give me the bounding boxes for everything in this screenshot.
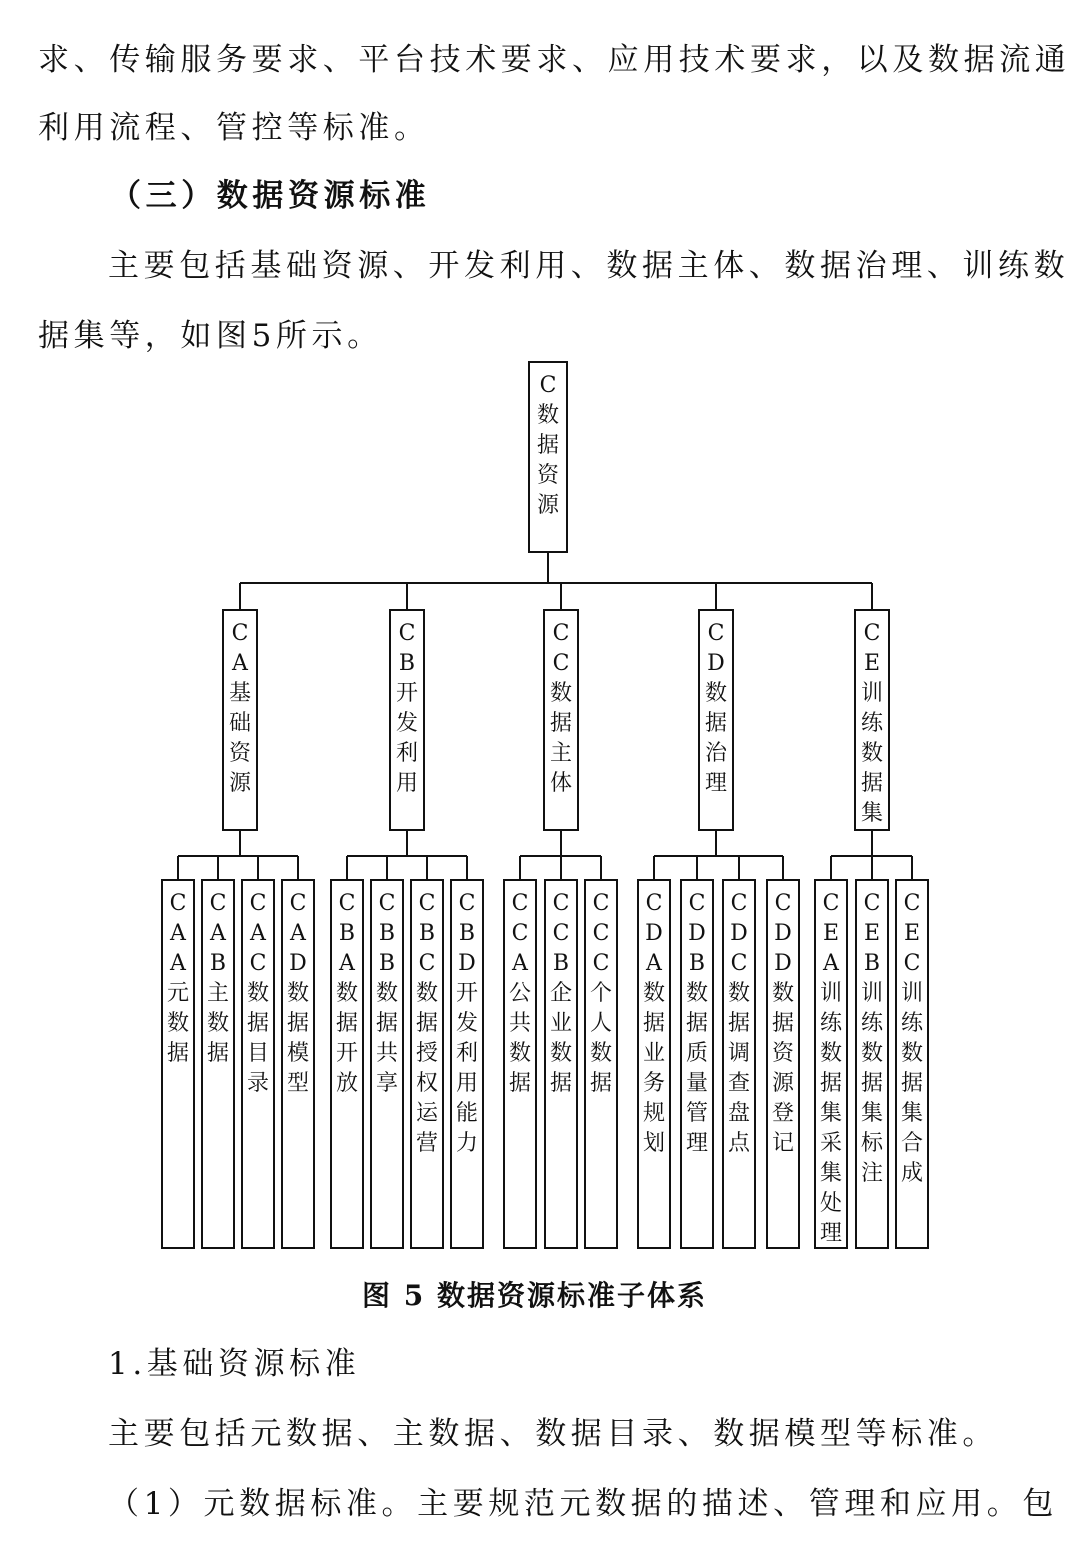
node-code-char: C bbox=[863, 621, 881, 646]
node-label-char: 用 bbox=[395, 771, 419, 796]
node-label-char: 划 bbox=[642, 1131, 666, 1156]
paragraph-line: 主要包括元数据、主数据、数据目录、数据模型等标准。 bbox=[108, 1416, 998, 1452]
node-label-char: 理 bbox=[819, 1221, 843, 1246]
node-code-char: C bbox=[552, 891, 570, 916]
leaf-node-cad bbox=[282, 880, 314, 1248]
node-label-char: 数 bbox=[536, 403, 560, 428]
node-label-char: 础 bbox=[228, 711, 252, 736]
node-code-char: C bbox=[378, 891, 396, 916]
node-label-char: 管 bbox=[685, 1101, 709, 1126]
node-code-char: C bbox=[903, 951, 921, 976]
node-code-char: B bbox=[688, 951, 706, 976]
node-code-char: C bbox=[645, 891, 663, 916]
node-label-char: 能 bbox=[455, 1101, 479, 1126]
node-label-char: 源 bbox=[536, 493, 560, 518]
node-label-char: 数 bbox=[589, 1041, 613, 1066]
node-label-char: 据 bbox=[166, 1041, 190, 1066]
paragraph-line: 求、传输服务要求、平台技术要求、应用技术要求，以及数据流通 bbox=[38, 42, 1071, 78]
node-label-char: 资 bbox=[536, 463, 560, 488]
leaf-node-cea bbox=[815, 880, 847, 1248]
node-code-char: C bbox=[231, 621, 249, 646]
node-label-char: 业 bbox=[642, 1041, 666, 1066]
node-code-char: B bbox=[378, 951, 396, 976]
node-label-char: 训 bbox=[819, 981, 843, 1006]
node-code-char: C bbox=[730, 951, 748, 976]
leaf-node-cbc bbox=[411, 880, 443, 1248]
group-node-cc bbox=[544, 610, 578, 830]
node-label-char: 数 bbox=[206, 1011, 230, 1036]
node-code-char: E bbox=[863, 651, 881, 676]
node-label-char: 量 bbox=[685, 1071, 709, 1096]
node-code-char: C bbox=[688, 891, 706, 916]
node-label-char: 训 bbox=[900, 981, 924, 1006]
node-label-char: 数 bbox=[166, 1011, 190, 1036]
leaf-node-cab bbox=[202, 880, 234, 1248]
group-node-cb bbox=[390, 610, 424, 830]
node-label-char: 享 bbox=[375, 1071, 399, 1096]
node-label-char: 治 bbox=[704, 741, 728, 766]
node-code-char: C bbox=[552, 921, 570, 946]
node-label-char: 数 bbox=[900, 1041, 924, 1066]
node-code-char: C bbox=[863, 891, 881, 916]
node-label-char: 理 bbox=[685, 1131, 709, 1156]
node-label-char: 数 bbox=[335, 981, 359, 1006]
node-label-char: 数 bbox=[727, 981, 751, 1006]
node-label-char: 登 bbox=[771, 1101, 795, 1126]
node-code-char: D bbox=[645, 921, 663, 946]
node-code-char: D bbox=[774, 921, 792, 946]
node-label-char: 据 bbox=[549, 711, 573, 736]
node-label-char: 集 bbox=[819, 1161, 843, 1186]
leaf-node-cba bbox=[331, 880, 363, 1248]
node-label-char: 查 bbox=[727, 1071, 751, 1096]
node-code-char: D bbox=[707, 651, 725, 676]
leaf-node-cca bbox=[504, 880, 536, 1248]
node-label-char: 权 bbox=[415, 1071, 439, 1096]
node-label-char: 训 bbox=[860, 981, 884, 1006]
node-label-char: 数 bbox=[246, 981, 270, 1006]
leaf-node-ceb bbox=[856, 880, 888, 1248]
node-code-char: C bbox=[552, 651, 570, 676]
node-label-char: 元 bbox=[166, 981, 190, 1006]
node-label-char: 数 bbox=[642, 981, 666, 1006]
node-label-char: 据 bbox=[375, 1011, 399, 1036]
node-label-char: 数 bbox=[286, 981, 310, 1006]
node-code-char: C bbox=[458, 891, 476, 916]
node-label-char: 数 bbox=[375, 981, 399, 1006]
node-code-char: A bbox=[232, 651, 248, 676]
node-code-char: C bbox=[209, 891, 227, 916]
node-label-char: 集 bbox=[819, 1101, 843, 1126]
node-label-char: 据 bbox=[508, 1071, 532, 1096]
node-code-char: C bbox=[903, 891, 921, 916]
node-label-char: 利 bbox=[455, 1041, 479, 1066]
node-label-char: 力 bbox=[455, 1131, 479, 1156]
node-label-char: 目 bbox=[246, 1041, 270, 1066]
node-code-char: C bbox=[552, 621, 570, 646]
node-label-char: 训 bbox=[860, 681, 884, 706]
node-code-char: C bbox=[398, 621, 416, 646]
node-code-char: C bbox=[539, 373, 557, 398]
node-code-char: B bbox=[458, 921, 476, 946]
node-label-char: 练 bbox=[860, 1011, 884, 1036]
subsection-heading: 1.基础资源标准 bbox=[108, 1346, 361, 1382]
node-label-char: 开 bbox=[455, 981, 479, 1006]
figure-caption: 图 5 数据资源标准子体系 bbox=[362, 1279, 707, 1312]
node-code-char: B bbox=[338, 921, 356, 946]
node-label-char: 用 bbox=[455, 1071, 479, 1096]
node-code-char: B bbox=[418, 921, 436, 946]
node-label-char: 体 bbox=[549, 771, 573, 796]
node-label-char: 据 bbox=[206, 1041, 230, 1066]
node-code-char: B bbox=[398, 651, 416, 676]
node-label-char: 数 bbox=[549, 1041, 573, 1066]
node-code-char: C bbox=[418, 891, 436, 916]
node-code-char: C bbox=[249, 891, 267, 916]
node-label-char: 据 bbox=[415, 1011, 439, 1036]
node-code-char: C bbox=[249, 951, 267, 976]
node-label-char: 点 bbox=[727, 1131, 751, 1156]
node-code-char: B bbox=[863, 951, 881, 976]
node-code-char: C bbox=[289, 891, 307, 916]
node-label-char: 开 bbox=[395, 681, 419, 706]
paragraph-line: 利用流程、管控等标准。 bbox=[38, 110, 430, 146]
node-label-char: 企 bbox=[549, 981, 573, 1006]
node-label-char: 数 bbox=[771, 981, 795, 1006]
node-label-char: 据 bbox=[727, 1011, 751, 1036]
node-label-char: 据 bbox=[589, 1071, 613, 1096]
node-label-char: 数 bbox=[685, 981, 709, 1006]
node-code-char: C bbox=[338, 891, 356, 916]
node-label-char: 合 bbox=[900, 1131, 924, 1156]
node-label-char: 利 bbox=[395, 741, 419, 766]
node-code-char: D bbox=[774, 951, 792, 976]
node-label-char: 据 bbox=[771, 1011, 795, 1036]
node-label-char: 集 bbox=[860, 801, 884, 826]
node-label-char: 开 bbox=[335, 1041, 359, 1066]
node-label-char: 据 bbox=[549, 1071, 573, 1096]
node-code-char: C bbox=[169, 891, 187, 916]
node-code-char: C bbox=[592, 921, 610, 946]
node-label-char: 记 bbox=[771, 1131, 795, 1156]
node-code-char: C bbox=[418, 951, 436, 976]
node-code-char: A bbox=[512, 951, 528, 976]
node-label-char: 据 bbox=[819, 1071, 843, 1096]
node-code-char: A bbox=[823, 951, 839, 976]
node-code-char: C bbox=[822, 891, 840, 916]
node-code-char: C bbox=[707, 621, 725, 646]
node-code-char: D bbox=[688, 921, 706, 946]
node-label-char: 据 bbox=[685, 1011, 709, 1036]
root-node bbox=[529, 362, 567, 552]
group-node-ca bbox=[223, 610, 257, 830]
node-code-char: C bbox=[730, 891, 748, 916]
leaf-node-cdb bbox=[681, 880, 713, 1248]
node-label-char: 处 bbox=[819, 1191, 843, 1216]
leaf-node-ccc bbox=[585, 880, 617, 1248]
node-label-char: 据 bbox=[900, 1071, 924, 1096]
node-code-char: C bbox=[511, 921, 529, 946]
node-label-char: 数 bbox=[415, 981, 439, 1006]
node-label-char: 源 bbox=[228, 771, 252, 796]
node-code-char: B bbox=[209, 951, 227, 976]
node-label-char: 质 bbox=[685, 1041, 709, 1066]
node-label-char: 数 bbox=[819, 1041, 843, 1066]
node-label-char: 资 bbox=[771, 1041, 795, 1066]
node-label-char: 务 bbox=[642, 1071, 666, 1096]
node-label-char: 运 bbox=[415, 1101, 439, 1126]
node-code-char: A bbox=[170, 951, 186, 976]
node-label-char: 源 bbox=[771, 1071, 795, 1096]
node-label-char: 数 bbox=[549, 681, 573, 706]
node-label-char: 共 bbox=[375, 1041, 399, 1066]
leaf-node-cac bbox=[242, 880, 274, 1248]
node-code-char: B bbox=[552, 951, 570, 976]
node-label-char: 授 bbox=[415, 1041, 439, 1066]
node-label-char: 基 bbox=[228, 681, 252, 706]
node-label-char: 数 bbox=[860, 741, 884, 766]
leaf-node-cdd bbox=[767, 880, 799, 1248]
leaf-node-cbb bbox=[371, 880, 403, 1248]
node-label-char: 据 bbox=[860, 1071, 884, 1096]
paragraph-line: （1）元数据标准。主要规范元数据的描述、管理和应用。包 bbox=[108, 1486, 1058, 1522]
node-code-char: D bbox=[458, 951, 476, 976]
node-label-char: 集 bbox=[900, 1101, 924, 1126]
node-label-char: 模 bbox=[286, 1041, 310, 1066]
node-label-char: 主 bbox=[549, 741, 573, 766]
node-label-char: 注 bbox=[860, 1161, 884, 1186]
node-label-char: 调 bbox=[727, 1041, 751, 1066]
node-code-char: D bbox=[730, 921, 748, 946]
group-node-ce bbox=[855, 610, 889, 830]
node-label-char: 据 bbox=[286, 1011, 310, 1036]
node-label-char: 练 bbox=[860, 711, 884, 736]
node-label-char: 成 bbox=[900, 1161, 924, 1186]
node-code-char: E bbox=[863, 921, 881, 946]
node-label-char: 据 bbox=[860, 771, 884, 796]
node-label-char: 标 bbox=[860, 1131, 884, 1156]
node-code-char: A bbox=[339, 951, 355, 976]
node-code-char: D bbox=[289, 951, 307, 976]
leaf-node-cbd bbox=[451, 880, 483, 1248]
node-code-char: E bbox=[903, 921, 921, 946]
node-code-char: A bbox=[250, 921, 266, 946]
leaf-node-cda bbox=[638, 880, 670, 1248]
node-label-char: 规 bbox=[642, 1101, 666, 1126]
node-label-char: 练 bbox=[900, 1011, 924, 1036]
section-heading: （三）数据资源标准 bbox=[110, 178, 431, 214]
leaf-node-cec bbox=[896, 880, 928, 1248]
node-code-char: C bbox=[592, 951, 610, 976]
node-label-char: 数 bbox=[860, 1041, 884, 1066]
node-code-char: A bbox=[210, 921, 226, 946]
node-label-char: 营 bbox=[415, 1131, 439, 1156]
node-label-char: 放 bbox=[335, 1071, 359, 1096]
node-code-char: C bbox=[511, 891, 529, 916]
node-label-char: 数 bbox=[508, 1041, 532, 1066]
node-code-char: C bbox=[774, 891, 792, 916]
node-label-char: 据 bbox=[704, 711, 728, 736]
leaf-node-caa bbox=[162, 880, 194, 1248]
node-label-char: 公 bbox=[508, 981, 532, 1006]
node-label-char: 练 bbox=[819, 1011, 843, 1036]
node-label-char: 理 bbox=[704, 771, 728, 796]
node-label-char: 个 bbox=[589, 981, 613, 1006]
leaf-node-cdc bbox=[723, 880, 755, 1248]
node-code-char: C bbox=[592, 891, 610, 916]
paragraph-line: 主要包括基础资源、开发利用、数据主体、数据治理、训练数 bbox=[108, 248, 1070, 284]
paragraph-line: 据集等，如图5所示。 bbox=[38, 318, 383, 354]
node-label-char: 共 bbox=[508, 1011, 532, 1036]
node-label-char: 资 bbox=[228, 741, 252, 766]
node-label-char: 据 bbox=[642, 1011, 666, 1036]
node-label-char: 主 bbox=[206, 981, 230, 1006]
group-node-cd bbox=[699, 610, 733, 830]
leaf-node-ccb bbox=[545, 880, 577, 1248]
node-label-char: 发 bbox=[455, 1011, 479, 1036]
node-code-char: B bbox=[378, 921, 396, 946]
node-label-char: 发 bbox=[395, 711, 419, 736]
node-code-char: A bbox=[170, 921, 186, 946]
node-label-char: 采 bbox=[819, 1131, 843, 1156]
node-label-char: 据 bbox=[536, 433, 560, 458]
node-label-char: 人 bbox=[589, 1011, 613, 1036]
node-label-char: 集 bbox=[860, 1101, 884, 1126]
node-label-char: 录 bbox=[246, 1071, 270, 1096]
node-label-char: 业 bbox=[549, 1011, 573, 1036]
node-label-char: 据 bbox=[335, 1011, 359, 1036]
node-code-char: E bbox=[822, 921, 840, 946]
node-label-char: 数 bbox=[704, 681, 728, 706]
node-label-char: 型 bbox=[286, 1071, 310, 1096]
node-code-char: A bbox=[290, 921, 306, 946]
node-label-char: 盘 bbox=[727, 1101, 751, 1126]
node-label-char: 据 bbox=[246, 1011, 270, 1036]
node-code-char: A bbox=[646, 951, 662, 976]
